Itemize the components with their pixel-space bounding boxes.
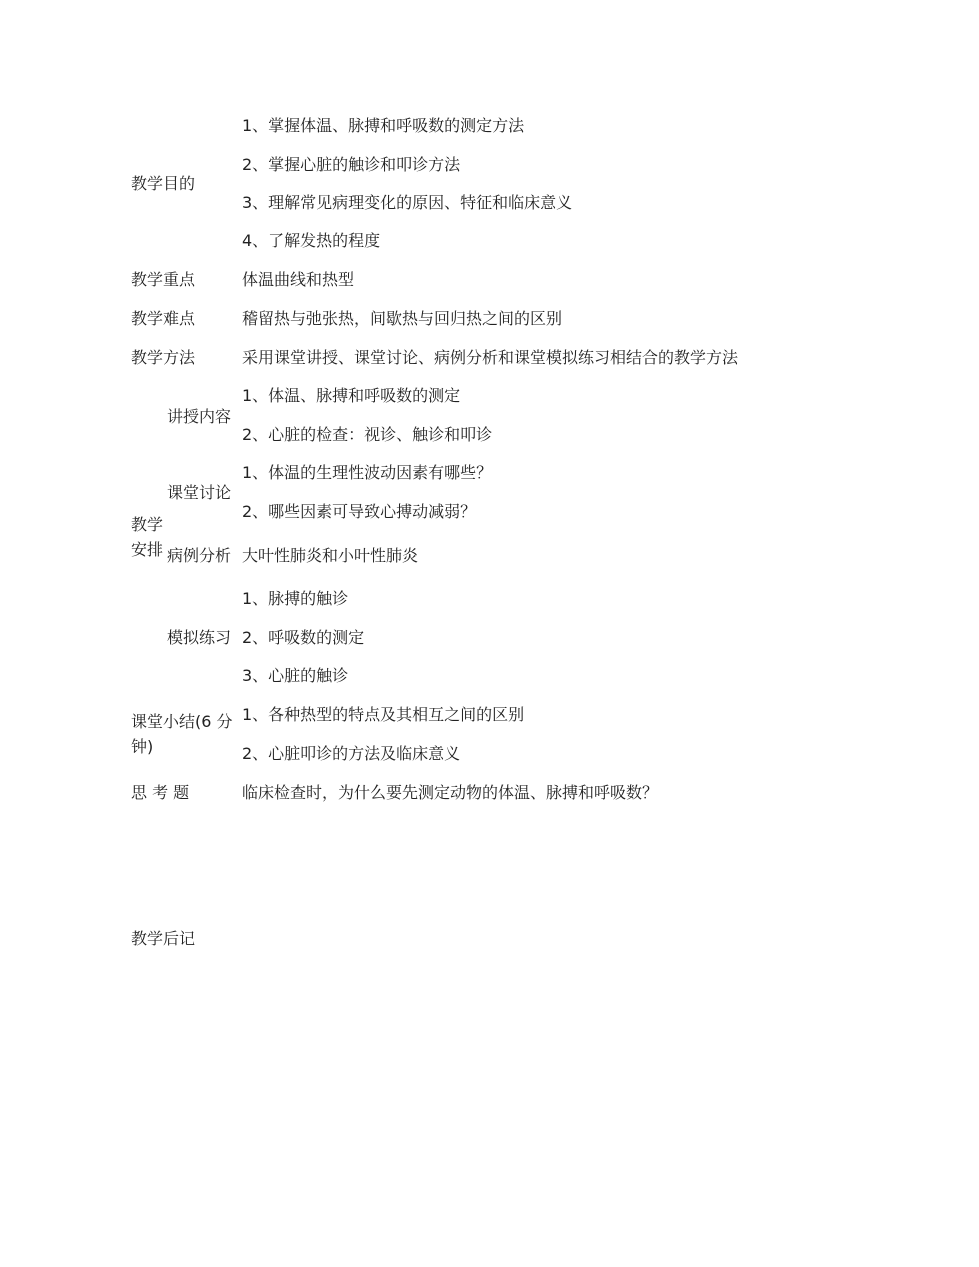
- practice-item-3: 3、心脏的触诊: [242, 666, 349, 685]
- summary-item-2: 2、心脏叩诊的方法及临床意义: [242, 744, 461, 763]
- case-value: 大叶性肺炎和小叶性肺炎: [242, 546, 419, 565]
- discussion-label: 课堂讨论: [167, 483, 232, 502]
- questions-value: 临床检查时，为什么要先测定动物的体温、脉搏和呼吸数？: [242, 783, 659, 802]
- summary-label-line1: 课堂小结(6 分: [131, 712, 233, 731]
- lecture-item-1: 1、体温、脉搏和呼吸数的测定: [242, 386, 461, 405]
- discussion-item-2: 2、哪些因素可导致心搏动减弱？: [242, 502, 477, 521]
- lecture-item-2: 2、心脏的检查：视诊、触诊和叩诊: [242, 425, 493, 444]
- notes-label: 教学后记: [131, 929, 196, 948]
- objective-item-4: 4、了解发热的程度: [242, 231, 381, 250]
- objective-item-2: 2、掌握心脏的触诊和叩诊方法: [242, 155, 461, 174]
- key-points-value: 体温曲线和热型: [242, 270, 355, 289]
- difficulties-value: 稽留热与弛张热，间歇热与回归热之间的区别: [242, 309, 563, 328]
- questions-label: 思 考 题: [131, 783, 190, 802]
- key-points-label: 教学重点: [131, 270, 196, 289]
- methods-value: 采用课堂讲授、课堂讨论、病例分析和课堂模拟练习相结合的教学方法: [242, 348, 739, 367]
- practice-item-2: 2、呼吸数的测定: [242, 628, 365, 647]
- arrangement-label-line2: 安排: [131, 540, 164, 559]
- objective-item-1: 1、掌握体温、脉搏和呼吸数的测定方法: [242, 116, 525, 135]
- case-label: 病例分析: [167, 546, 232, 565]
- practice-label: 模拟练习: [167, 628, 232, 647]
- methods-label: 教学方法: [131, 348, 196, 367]
- difficulties-label: 教学难点: [131, 309, 196, 328]
- objective-item-3: 3、理解常见病理变化的原因、特征和临床意义: [242, 193, 573, 212]
- arrangement-label-line1: 教学: [131, 515, 164, 534]
- summary-item-1: 1、各种热型的特点及其相互之间的区别: [242, 705, 525, 724]
- objectives-label: 教学目的: [131, 174, 196, 193]
- summary-label-line2: 钟): [131, 737, 154, 756]
- lecture-label: 讲授内容: [167, 407, 232, 426]
- practice-item-1: 1、脉搏的触诊: [242, 589, 349, 608]
- discussion-item-1: 1、体温的生理性波动因素有哪些？: [242, 463, 493, 482]
